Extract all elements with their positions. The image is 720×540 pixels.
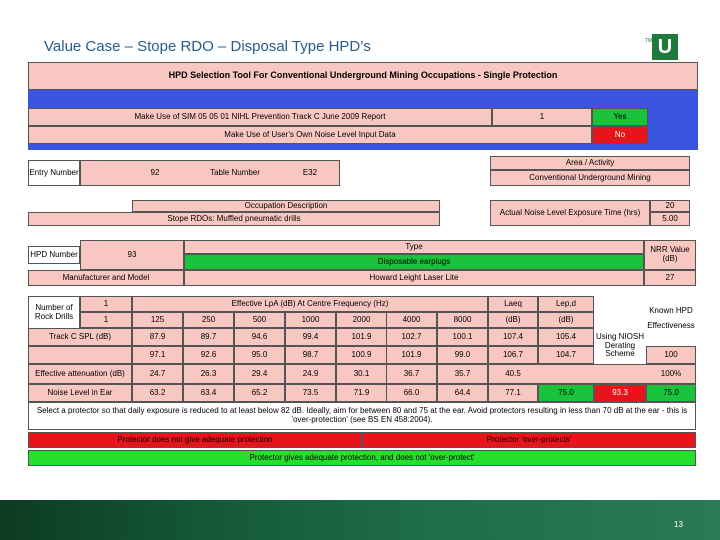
area-label: Area / Activity <box>490 156 690 170</box>
table-number-value: E32 <box>302 167 318 177</box>
sim-answer[interactable]: Yes <box>592 108 648 126</box>
row2-cell-1: 92.6 <box>183 346 234 364</box>
track-c-label: Track C SPL (dB) <box>28 328 132 346</box>
area-value: Conventional Underground Mining <box>490 170 690 186</box>
ear-extra-2: 75.0 <box>646 384 696 402</box>
company-logo: U <box>652 34 678 60</box>
legend-adequate: Protector gives adequate protection, and does not 'over-protect' <box>28 450 696 466</box>
db-unit-2: (dB) <box>538 312 594 328</box>
attenuation-cell-0: 24.7 <box>132 364 183 384</box>
frequency-cell-3: 1000 <box>285 312 336 328</box>
attenuation-cell-3: 24.9 <box>285 364 336 384</box>
ear-laeq: 77.1 <box>488 384 538 402</box>
ear-cell-0: 63.2 <box>132 384 183 402</box>
ear-label: Noise Level in Ear <box>28 384 132 402</box>
page-number: 13 <box>674 520 683 529</box>
frequency-cell-1: 250 <box>183 312 234 328</box>
ear-cell-3: 73.5 <box>285 384 336 402</box>
frequency-cell-6: 8000 <box>437 312 488 328</box>
attenuation-label: Effective attenuation (dB) <box>28 364 132 384</box>
niosh-label: Using NIOSH Derating Scheme <box>594 328 646 364</box>
attenuation-pct: 100% <box>660 368 682 378</box>
nrr-value: 27 <box>644 270 696 286</box>
sim-label: Make Use of SIM 05 05 01 NIHL Prevention Track C June 2009 Report <box>28 108 492 126</box>
num-drills-2[interactable]: 1 <box>80 312 132 328</box>
attenuation-laeq: 40.5 <box>505 368 521 378</box>
laeq-label: Laeq <box>488 296 538 312</box>
legend-inadequate: Protector does not give adequate protection <box>28 432 362 448</box>
ear-lepd: 75.0 <box>538 384 594 402</box>
type-value: Disposable earplugs <box>184 254 644 270</box>
table-number-label: Table Number <box>210 167 260 177</box>
track-c-cell-3: 99.4 <box>285 328 336 346</box>
ear-cell-5: 66.0 <box>386 384 437 402</box>
num-drills-1[interactable]: 1 <box>80 296 132 312</box>
exposure-value[interactable]: 5.00 <box>650 212 690 226</box>
exposure-top: 20 <box>650 200 690 212</box>
occupation-value: Stope RDOs: Muffled pneumatic drills <box>28 212 440 226</box>
track-c-cell-0: 87.9 <box>132 328 183 346</box>
track-c-cell-5: 102.7 <box>386 328 437 346</box>
type-label: Type <box>184 240 644 254</box>
footer-band <box>0 500 720 540</box>
row2-cell-4: 100.9 <box>336 346 387 364</box>
ear-cell-4: 71.9 <box>336 384 387 402</box>
row2-cell-0: 97.1 <box>132 346 183 364</box>
hpd-number-value[interactable]: 93 <box>80 240 184 270</box>
ear-cell-6: 64.4 <box>437 384 488 402</box>
occupation-label: Occupation Description <box>132 200 440 212</box>
lepd-label: Lep,d <box>538 296 594 312</box>
attenuation-cell-6: 35.7 <box>437 364 488 384</box>
exposure-label: Actual Noise Level Exposure Time (hrs) <box>490 200 650 226</box>
attenuation-cell-2: 29.4 <box>234 364 285 384</box>
entry-number-label: Entry Number <box>28 160 80 186</box>
advice-text: Select a protector so that daily exposure is reduced to at least below 82 dB. Ideally, aim for between 80 and 75 at the ear. Avoid protectors resulting in less than 70 dB at the ear - this is 'over-protection' (see BS EN 458:2004). <box>28 402 696 430</box>
niosh-value: 100 <box>646 346 696 364</box>
row2-cell-3: 98.7 <box>285 346 336 364</box>
track-c-cell-2: 94.6 <box>234 328 285 346</box>
frequency-cell-5: 4000 <box>386 312 437 328</box>
hpd-number-label: HPD Number <box>28 246 80 264</box>
attenuation-cell-1: 26.3 <box>183 364 234 384</box>
track-lepd: 105.4 <box>538 328 594 346</box>
manufacturer-label: Manufacturer and Model <box>28 270 184 286</box>
row2-cell-6: 99.0 <box>437 346 488 364</box>
num-drills-label: Number of Rock Drills <box>28 296 80 330</box>
attenuation-cell-4: 30.1 <box>336 364 387 384</box>
track-c-cell-6: 100.1 <box>437 328 488 346</box>
legend-over-protect: Protector 'over-protects' <box>362 432 696 448</box>
ear-cell-2: 65.2 <box>234 384 285 402</box>
track-c-cell-1: 89.7 <box>183 328 234 346</box>
track-laeq: 107.4 <box>488 328 538 346</box>
nrr-label: NRR Value (dB) <box>644 240 696 270</box>
blank-cell <box>594 296 646 312</box>
db-unit-1: (dB) <box>488 312 538 328</box>
frequency-cell-0: 125 <box>132 312 183 328</box>
slide-title: Value Case – Stope RDO – Disposal Type HPD’s <box>44 38 371 55</box>
row2-cell-2: 95.0 <box>234 346 285 364</box>
row2-label-blank <box>28 346 132 364</box>
logo-trademark: TM <box>645 38 653 44</box>
ear-cell-1: 63.4 <box>183 384 234 402</box>
row2-cell-5: 101.9 <box>386 346 437 364</box>
tool-header: HPD Selection Tool For Conventional Underground Mining Occupations - Single Protection <box>28 62 698 90</box>
row2-laeq: 106.7 <box>488 346 538 364</box>
frequency-header: Effective LpA (dB) At Centre Frequency (Hz) <box>132 296 488 312</box>
user-data-answer[interactable]: No <box>592 126 648 144</box>
effectiveness-label: Effectiveness <box>646 316 696 336</box>
frequency-cell-2: 500 <box>234 312 285 328</box>
attenuation-cell-5: 36.7 <box>386 364 437 384</box>
sim-value[interactable]: 1 <box>492 108 592 126</box>
manufacturer-value: Howard Leight Laser Lite <box>184 270 644 286</box>
known-hpd-label: Known HPD <box>646 306 696 316</box>
user-data-label: Make Use of User's Own Noise Level Input Data <box>28 126 592 144</box>
row2-lepd: 104.7 <box>538 346 594 364</box>
track-c-cell-4: 101.9 <box>336 328 387 346</box>
entry-number-value[interactable]: 92 <box>150 167 160 177</box>
ear-extra-1: 93.3 <box>594 384 646 402</box>
frequency-cell-4: 2000 <box>336 312 387 328</box>
